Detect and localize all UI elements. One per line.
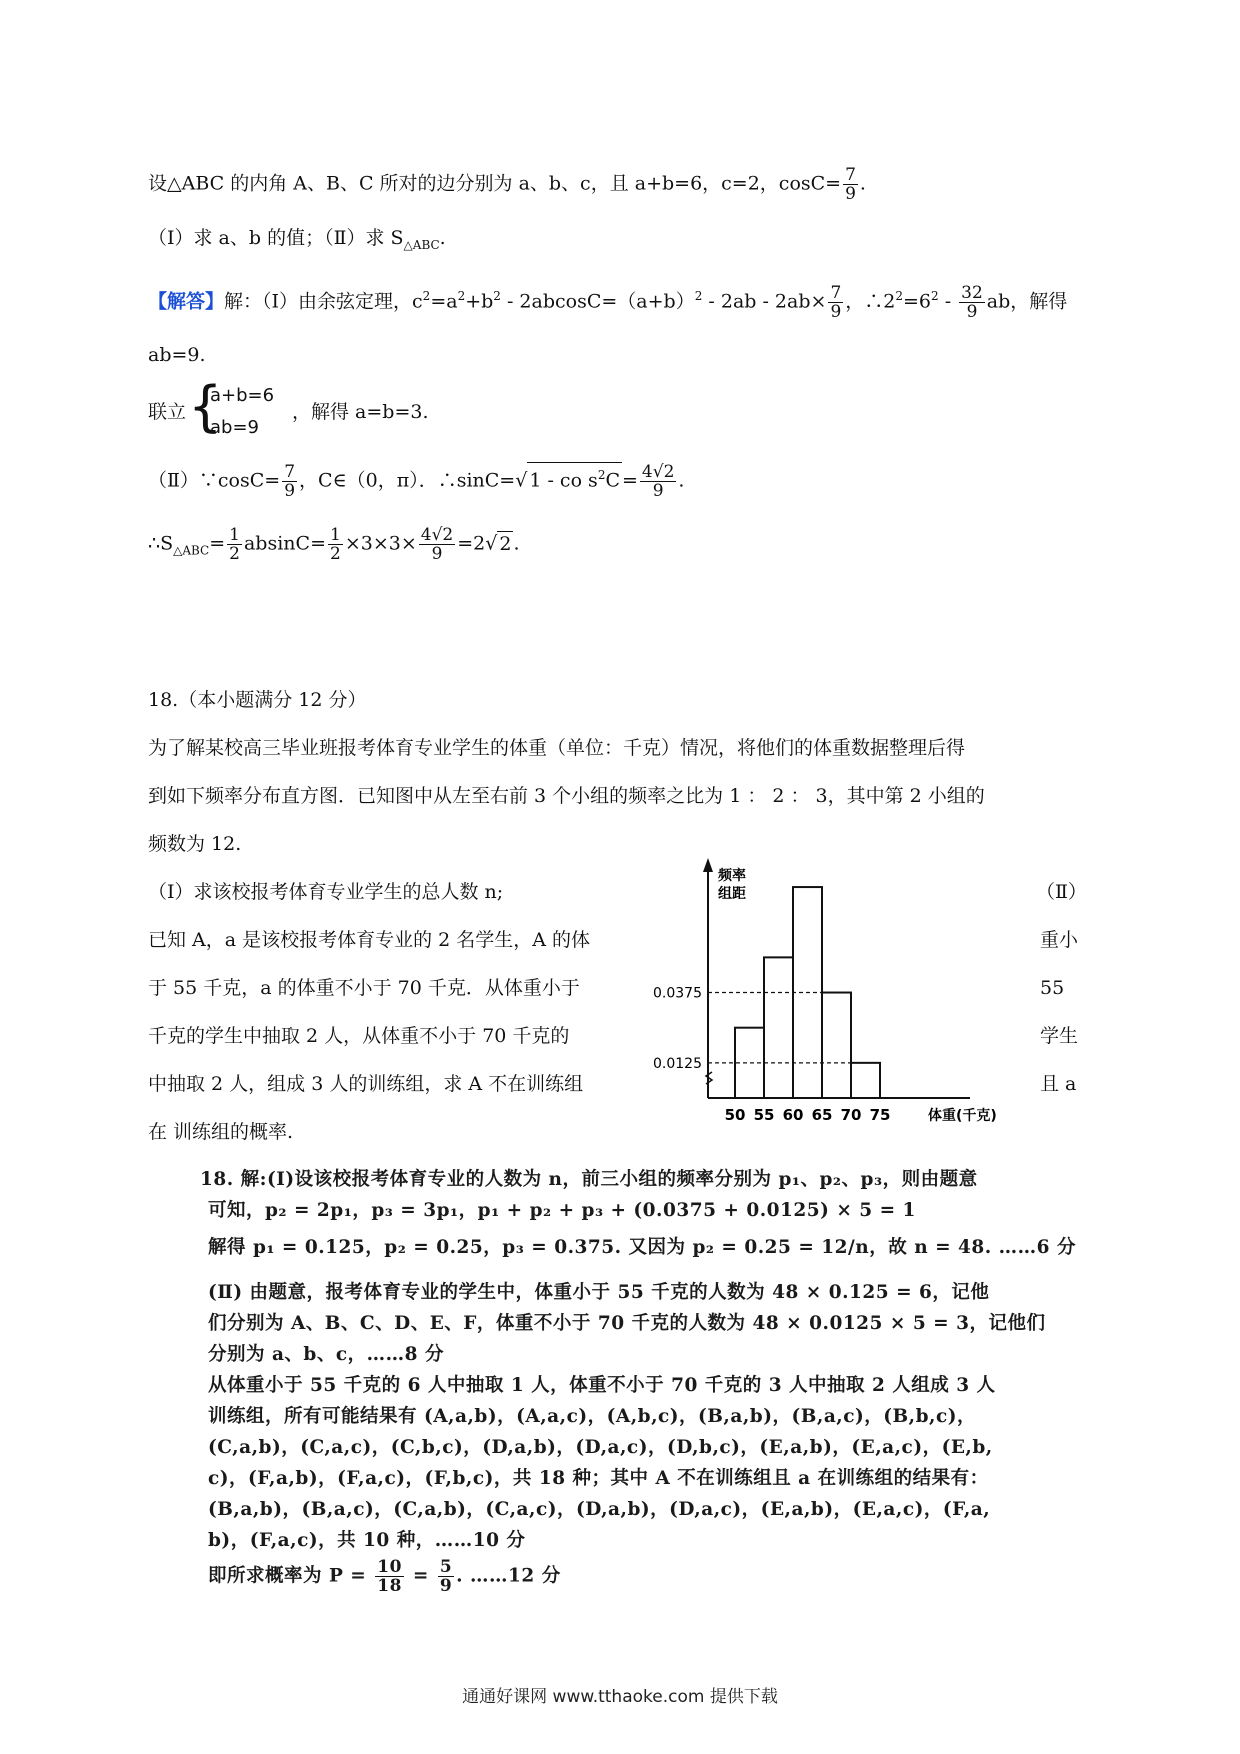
- p17-solution-line4: [148, 462, 684, 500]
- text: - 2abcosC=（a+b）: [500, 290, 695, 313]
- text: 解：（I）由余弦定理，c: [224, 290, 423, 313]
- x-tick-label: 75: [869, 1106, 891, 1124]
- left-brace: {: [188, 375, 223, 438]
- p18-text-line8-right: 且 a: [1040, 1073, 1077, 1095]
- text: absinC=: [243, 532, 326, 555]
- y-tick-label: 0.0125: [653, 1055, 702, 1072]
- denominator: 9: [284, 480, 296, 501]
- scan-line: 可知，p₂ = 2p₁，p₃ = 3p₁，p₁ + p₂ + p₃ + (0.0375 + 0.0125) × 5 = 1: [208, 1200, 916, 1221]
- x-tick-label: 60: [782, 1106, 804, 1124]
- text: 1 - co s: [529, 469, 598, 492]
- frequency-histogram: [640, 858, 1020, 1128]
- superscript: 2: [597, 468, 606, 482]
- subscript: △ABC: [173, 543, 210, 558]
- sqrt-sign: √: [515, 469, 528, 492]
- p18-text-line7-right: 学生: [1040, 1025, 1079, 1047]
- p17-system-eq2: ab=9: [210, 417, 259, 438]
- x-tick-label: 70: [840, 1106, 862, 1124]
- fraction: [828, 284, 843, 321]
- text: ab，解得: [986, 290, 1068, 313]
- p18-text-line6-right: 55: [1040, 977, 1065, 999]
- p17-line1: [148, 166, 866, 203]
- y-tick-label: 0.0375: [653, 985, 702, 1002]
- numerator: 10: [377, 1557, 402, 1577]
- axis-break-icon: [706, 1072, 712, 1084]
- fraction: [438, 1558, 454, 1595]
- sqrt-body: 2: [499, 532, 512, 555]
- numerator: 4√2: [641, 461, 675, 482]
- scan-line: (Ⅱ) 由题意，报考体育专业的学生中，体重小于 55 千克的人数为 48 × 0.125 = 6，记他: [208, 1282, 990, 1303]
- text: =2: [457, 532, 486, 555]
- p17-system-eq1: a+b=6: [210, 385, 275, 406]
- y-axis-arrow: [703, 858, 713, 872]
- p17-solution-line5: [148, 526, 520, 563]
- text: ，C∈（0，π）．∴sinC=: [299, 469, 516, 492]
- x-tick-label: 65: [811, 1106, 833, 1124]
- p18-paragraph-line2: 到如下频率分布直方图．已知图中从左至右前 3 个小组的频率之比为 1 ： 2 ： 3，其中第 2 小组的: [148, 785, 985, 807]
- scan-line: 解得 p₁ = 0.125，p₂ = 0.25，p₃ = 0.375. 又因为 p₂ = 0.25 = 12/n，故 n = 48. ……6 分: [208, 1237, 1076, 1258]
- fraction: [328, 526, 343, 563]
- text: =: [405, 1565, 436, 1587]
- histogram-bar: [764, 957, 793, 1098]
- footer-credit: 通通好课网 www.tthaoke.com 提供下载: [462, 1687, 778, 1707]
- text: =a: [430, 290, 458, 313]
- p18-text-line6: 于 55 千克，a 的体重不小于 70 千克．从体重小于: [148, 977, 580, 999]
- denominator: 9: [830, 302, 842, 322]
- text: C: [605, 469, 620, 492]
- p18-text-line5-right: 重小: [1040, 929, 1079, 951]
- answer-tag: 【解答】: [148, 290, 225, 313]
- text: .: [439, 227, 446, 249]
- superscript: 2: [422, 289, 431, 304]
- numerator: 5: [439, 1557, 453, 1577]
- text: 设△ABC 的内角 A、B、C 所对的边分别为 a、b、c，且 a+b=6，c=2，cosC=: [148, 172, 842, 195]
- p18-text-line8: 中抽取 2 人，组成 3 人的训练组，求 A 不在训练组: [148, 1073, 584, 1095]
- denominator: 9: [966, 302, 978, 322]
- numerator: 7: [845, 165, 856, 185]
- fraction: [959, 284, 985, 321]
- p18-text-line9: 在 训练组的概率.: [148, 1121, 294, 1143]
- y-axis-label-top: 频率: [718, 868, 746, 884]
- p18-text-line7: 千克的学生中抽取 2 人，从体重不小于 70 千克的: [148, 1025, 570, 1047]
- p17-solution-line2: ab=9.: [148, 344, 206, 366]
- p17-system-label: 联立: [148, 401, 187, 423]
- p18-question1: （I）求该校报考体育专业学生的总人数 n;: [148, 881, 504, 903]
- fraction: [227, 526, 242, 563]
- superscript: 2: [694, 289, 703, 304]
- p18-header: 18.（本小题满分 12 分）: [148, 689, 367, 711]
- text: .: [678, 469, 685, 492]
- fraction: [843, 166, 858, 203]
- scan-line: 们分别为 A、B、C、D、E、F，体重不小于 70 千克的人数为 48 × 0.0125 × 5 = 3，记他们: [208, 1313, 1046, 1334]
- scan-line: 18. 解:(Ⅰ)设该校报考体育专业的人数为 n，前三小组的频率分别为 p₁、p₂、p₃，则由题意: [200, 1169, 978, 1190]
- text: =6: [903, 290, 932, 313]
- numerator: 32: [961, 283, 983, 303]
- histogram-bar: [851, 1063, 880, 1098]
- sqrt-sign: √: [485, 532, 498, 555]
- subscript: △ABC: [403, 237, 440, 252]
- scanned-solution: [200, 1164, 1076, 1596]
- p18-question2-label: （Ⅱ）: [1036, 881, 1087, 903]
- numerator: 4√2: [420, 525, 454, 545]
- superscript: 2: [457, 289, 466, 304]
- denominator: 2: [229, 544, 240, 564]
- text: ，∴2: [845, 290, 896, 313]
- text: -: [938, 290, 958, 313]
- sqrt-body: [527, 462, 622, 492]
- numerator: 7: [830, 283, 842, 303]
- scan-line: b)，(F,a,c)，共 10 种，……10 分: [208, 1530, 526, 1551]
- ticks-layer: [653, 986, 890, 1124]
- scan-line: 从体重小于 55 千克的 6 人中抽取 1 人，体重不小于 70 千克的 3 人中抽取 2 人组成 3 人: [208, 1375, 996, 1396]
- denominator: 18: [377, 1576, 402, 1596]
- y-axis-label-bottom: 组距: [718, 886, 746, 902]
- denominator: 2: [330, 544, 341, 564]
- x-tick-label: 50: [724, 1106, 746, 1124]
- denominator: 9: [431, 544, 443, 564]
- scan-line: (B,a,b)，(B,a,c)，(C,a,b)，(C,a,c)，(D,a,b)，(D,a,c)，(E,a,b)，(E,a,c)，(F,a,: [208, 1499, 991, 1520]
- scan-line: [208, 1558, 561, 1595]
- text: - 2ab - 2ab×: [702, 290, 827, 313]
- denominator: 9: [652, 480, 664, 501]
- text: ×3×3×: [344, 532, 417, 555]
- fraction: [375, 1558, 404, 1595]
- text: . ……12 分: [456, 1565, 561, 1587]
- scan-line: (C,a,b)，(C,a,c)，(C,b,c)，(D,a,b)，(D,a,c)，(D,b,c)，(E,a,b)，(E,a,c)，(E,b,: [208, 1437, 993, 1458]
- x-tick-label: 55: [753, 1106, 775, 1124]
- superscript: 2: [931, 289, 939, 304]
- fraction: [282, 463, 297, 500]
- numerator: 1: [330, 525, 341, 545]
- p18-paragraph-line3: 频数为 12.: [148, 833, 242, 855]
- text: 即所求概率为 P =: [208, 1565, 374, 1587]
- superscript: 2: [493, 289, 501, 304]
- p17-system-result: ，解得 a=b=3.: [292, 401, 429, 423]
- fraction: [419, 526, 455, 563]
- scan-line: 训练组，所有可能结果有 (A,a,b)，(A,a,c)，(A,b,c)，(B,a,b)，(B,a,c)，(B,b,c)，: [208, 1406, 976, 1427]
- histogram-bar: [822, 993, 851, 1098]
- scan-line: c)，(F,a,b)，(F,a,c)，(F,b,c)，共 18 种；其中 A 不在训练组且 a 在训练组的结果有：: [208, 1468, 989, 1489]
- scan-line: 分别为 a、b、c，……8 分: [208, 1344, 444, 1365]
- text: ∴S: [148, 532, 174, 555]
- denominator: 9: [439, 1576, 453, 1596]
- p18-text-line5: 已知 A，a 是该校报考体育专业的 2 名学生，A 的体: [148, 929, 591, 951]
- text: =: [622, 469, 638, 492]
- text: .: [859, 172, 866, 195]
- superscript: 2: [895, 289, 903, 304]
- text: .: [513, 532, 520, 555]
- text: =: [209, 532, 226, 555]
- p17-solution-line1: [148, 284, 1067, 321]
- p17-line2: [148, 226, 446, 257]
- fraction: [640, 463, 676, 500]
- denominator: 9: [845, 184, 856, 204]
- p18-paragraph-line1: 为了解某校高三毕业班报考体育专业学生的体重（单位：千克）情况，将他们的体重数据整理后得: [148, 737, 966, 759]
- numerator: 1: [229, 525, 240, 545]
- numerator: 7: [284, 461, 296, 482]
- text: +b: [465, 290, 494, 313]
- x-axis-label: 体重(千克): [928, 1108, 997, 1124]
- text: （Ⅱ）∵cosC=: [148, 469, 281, 492]
- text: （Ⅰ）求 a、b 的值；（Ⅱ）求 S: [148, 227, 404, 249]
